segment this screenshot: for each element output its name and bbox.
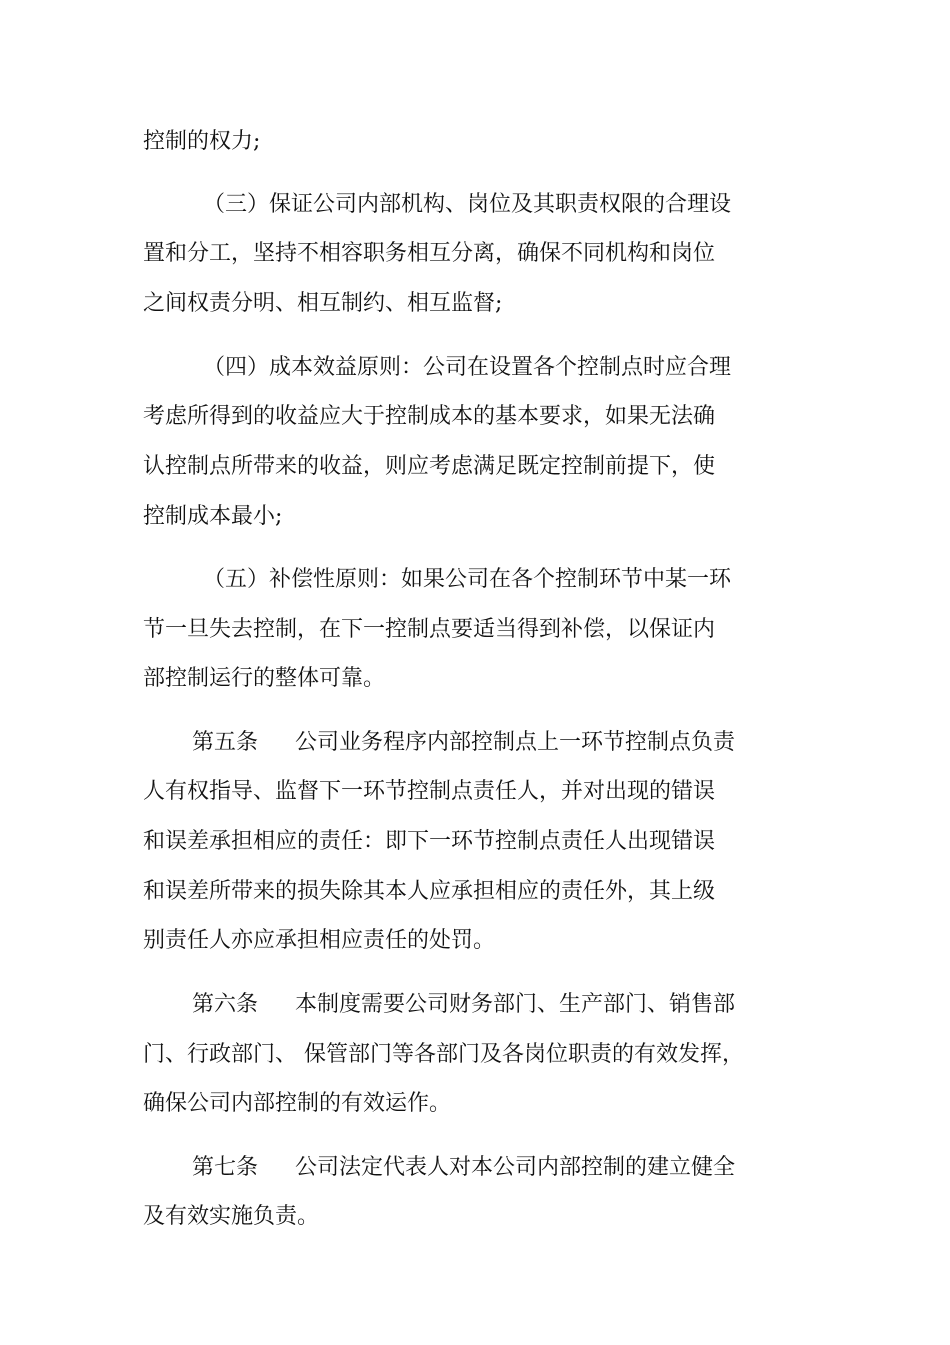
article-label: 第六条 bbox=[192, 992, 259, 1017]
text-line: 节一旦失去控制，在下一控制点要适当得到补偿，以保证内 bbox=[143, 617, 716, 642]
text-line: 本制度需要公司财务部门、生产部门、销售部 bbox=[295, 992, 736, 1017]
text-line: 公司法定代表人对本公司内部控制的建立健全 bbox=[295, 1155, 736, 1180]
text-line: 确保公司内部控制的有效运作。 bbox=[143, 1091, 452, 1116]
text-line: 控制成本最小; bbox=[143, 504, 283, 529]
text-line: 门、行政部门、 保管部门等各部门及各岗位职责的有效发挥， bbox=[143, 1042, 744, 1067]
text-line: 和误差所带来的损失除其本人应承担相应的责任外，其上级 bbox=[143, 879, 716, 904]
text-line: 和误差承担相应的责任：即下一环节控制点责任人出现错误 bbox=[143, 829, 716, 854]
text-line: 公司业务程序内部控制点上一环节控制点负责 bbox=[295, 730, 736, 755]
text-line: 置和分工，坚持不相容职务相互分离，确保不同机构和岗位 bbox=[143, 241, 716, 266]
text-line: 考虑所得到的收益应大于控制成本的基本要求，如果无法确 bbox=[143, 404, 716, 429]
text-line: （四）成本效益原则：公司在设置各个控制点时应合理 bbox=[203, 355, 732, 380]
text-line: 及有效实施负责。 bbox=[143, 1204, 320, 1229]
text-line: 之间权责分明、相互制约、相互监督; bbox=[143, 291, 503, 316]
text-line: 部控制运行的整体可靠。 bbox=[143, 666, 386, 691]
article-label: 第五条 bbox=[192, 730, 259, 755]
text-line: 认控制点所带来的收益，则应考虑满足既定控制前提下，使 bbox=[143, 454, 716, 479]
article-label: 第七条 bbox=[192, 1155, 259, 1180]
text-line: 人有权指导、监督下一环节控制点责任人，并对出现的错误 bbox=[143, 779, 716, 804]
text-line: （五）补偿性原则：如果公司在各个控制环节中某一环 bbox=[203, 567, 732, 592]
text-line: （三）保证公司内部机构、岗位及其职责权限的合理设 bbox=[203, 192, 732, 217]
text-line: 别责任人亦应承担相应责任的处罚。 bbox=[143, 928, 496, 953]
text-line: 控制的权力; bbox=[143, 129, 261, 154]
